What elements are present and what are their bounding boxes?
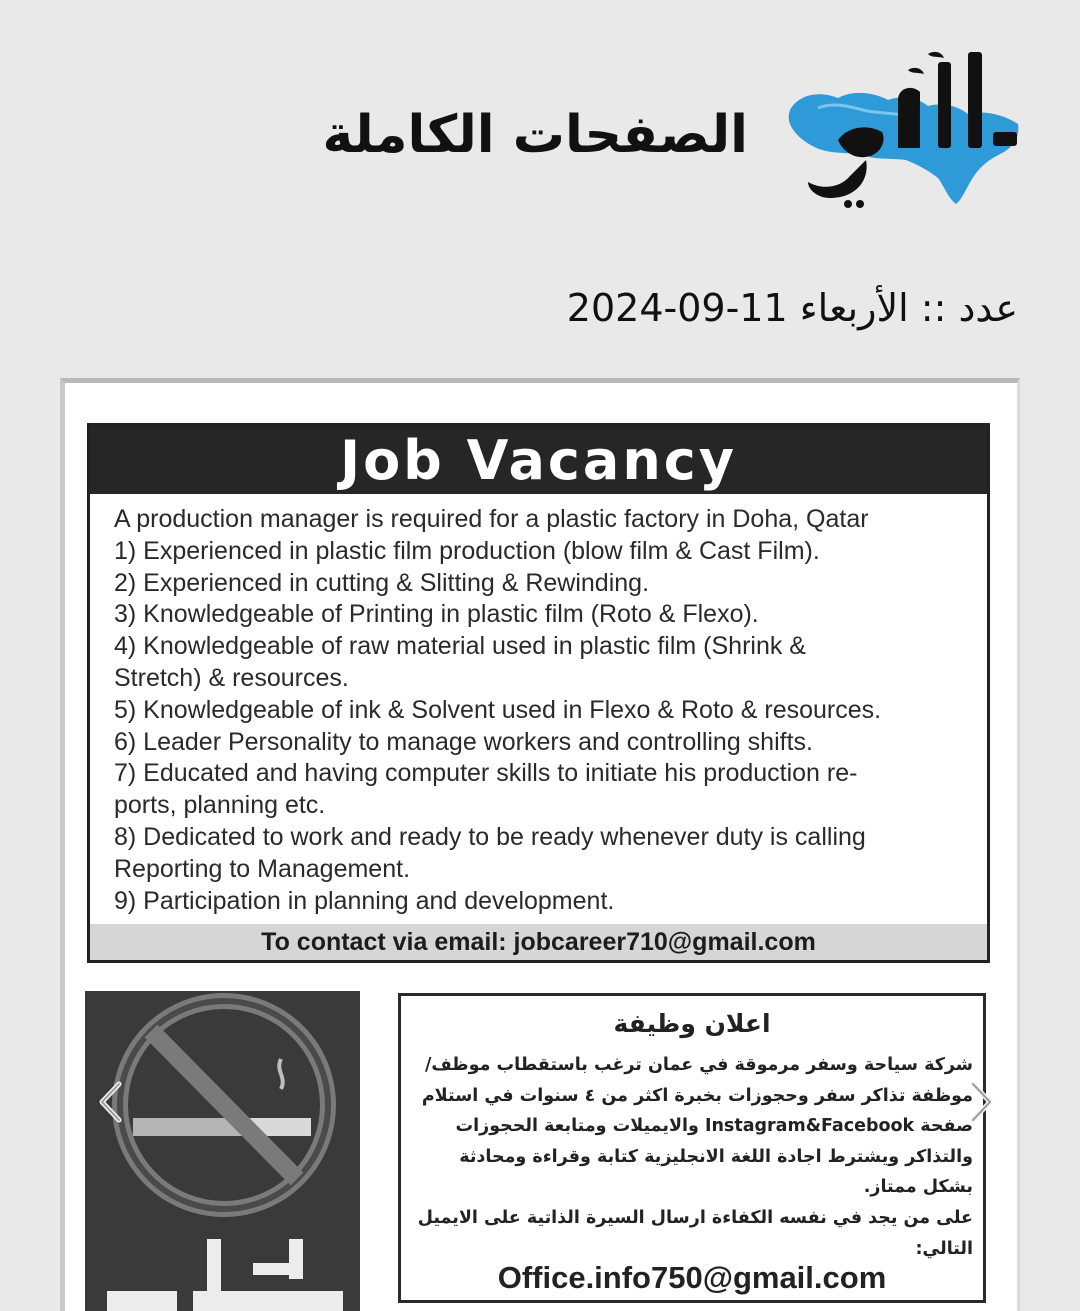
job-ad-body [90,494,987,917]
logo-graphic [778,40,1023,210]
site-title: الصفحات الكاملة [322,105,748,165]
arabic-ad-email: Office.info750@gmail.com [497,1260,887,1296]
chevron-right-icon [969,1080,995,1124]
job-ad-line: 4) Knowledgeable of raw material used in plastic film (Shrink & [114,632,806,661]
arabic-ad-line: التالي: [915,1238,973,1259]
newspaper-page [60,378,1020,1311]
job-ad-line: A production manager is required for a plastic factory in Doha, Qatar [114,505,869,533]
job-vacancy-ad [87,423,990,963]
arabic-ad-line: بشكل ممتاز. [863,1177,973,1198]
job-ad-line: Reporting to Management. [114,854,411,883]
no-smoking-ad [85,991,360,1311]
job-ad-line: 1) Experienced in plastic film production (blow film & Cast Film). [114,536,820,565]
job-ad-title: Job Vacancy [90,426,987,494]
alrai-logo[interactable] [778,40,1023,210]
arabic-ad-line: والتذاكر ويشترط اجادة اللغة الانجليزية كتابة وقراءة ومحادثة [459,1146,973,1167]
job-ad-line: 3) Knowledgeable of Printing in plastic film (Roto & Flexo). [114,600,759,629]
job-ad-line: 8) Dedicated to work and ready to be ready whenever duty is calling [114,822,866,851]
carousel-next-button[interactable] [965,1077,999,1127]
arabic-ad-title: اعلان وظيفة [613,1009,771,1038]
arabic-ad-line: موظفة تذاكر سفر وحجوزات بخبرة اكثر من ٤ سنوات في استلام [421,1085,973,1106]
job-ad-contact: To contact via email: jobcareer710@gmail.com [90,924,987,960]
job-ad-line: 7) Educated and having computer skills to initiate his production re- [114,759,858,788]
job-ad-line: 9) Participation in planning and development. [114,886,615,915]
no-smoking-icon [85,991,360,1311]
job-ad-line: 2) Experienced in cutting & Slitting & Rewinding. [114,568,650,597]
carousel-prev-button[interactable] [93,1077,127,1127]
arabic-job-ad [398,993,986,1303]
job-ad-line: ports, planning etc. [114,791,326,820]
job-ad-line: Stretch) & resources. [114,663,349,692]
arabic-ad-body [401,1044,983,1264]
issue-date: عدد :: الأربعاء 11-09-2024 [566,286,1018,330]
chevron-left-icon [97,1080,123,1124]
job-ad-line: 6) Leader Personality to manage workers and controlling shifts. [114,727,813,756]
arabic-ad-line: شركة سياحة وسفر مرموقة في عمان ترغب باستقطاب موظف/ [424,1055,973,1075]
job-ad-line: 5) Knowledgeable of ink & Solvent used in Flexo & Roto & resources. [114,695,882,724]
arabic-ad-line: صفحة Instagram&Facebook والايميلات ومتابعة الحجوزات [455,1116,973,1137]
arabic-ad-line: على من يجد في نفسه الكفاءة ارسال السيرة الذاتية على الايميل [417,1207,973,1228]
page-header [0,0,1080,240]
